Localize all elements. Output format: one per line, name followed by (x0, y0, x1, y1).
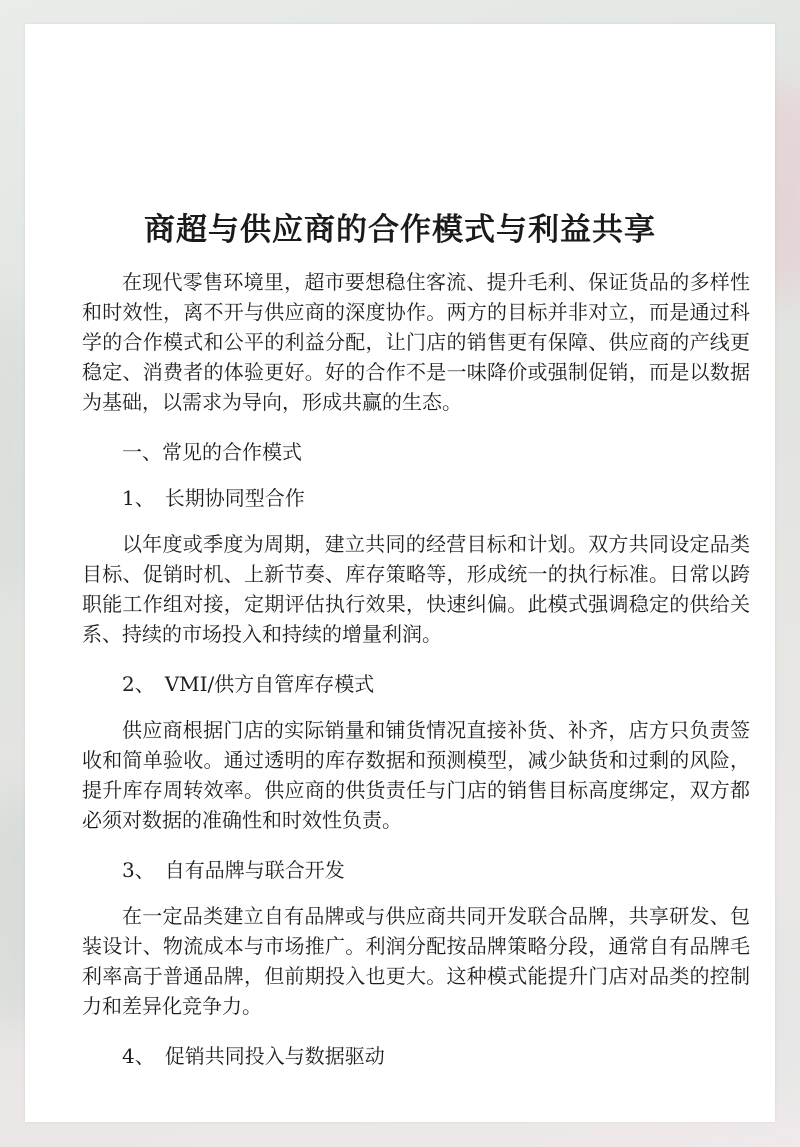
section-heading: 一、常见的合作模式 (122, 440, 302, 464)
item-body-1: 以年度或季度为周期，建立共同的经营目标和计划。双方共同设定品类目标、促销时机、上新节奏、库存策略等，形成统一的执行标准。日常以跨职能工作组对接，定期评估执行效果，快速纠偏。此模式强调稳定的供给关系、持续的市场投入和持续的增量利润。 (82, 532, 750, 646)
item-heading-4: 4、 促销共同投入与数据驱动 (122, 1044, 385, 1068)
item-body-2: 供应商根据门店的实际销量和铺货情况直接补货、补齐，店方只负责签收和简单验收。通过透明的库存数据和预测模型，减少缺货和过剩的风险，提升库存周转效率。供应商的供货责任与门店的销售目标高度绑定，双方都必须对数据的准确性和时效性负责。 (82, 718, 750, 832)
document-page (25, 24, 775, 1122)
item-heading-1: 1、 长期协同型合作 (122, 486, 305, 510)
intro-paragraph: 在现代零售环境里，超市要想稳住客流、提升毛利、保证货品的多样性和时效性，离不开与供应商的深度协作。两方的目标并非对立，而是通过科学的合作模式和公平的利益分配，让门店的销售更有保障、供应商的产线更稳定、消费者的体验更好。好的合作不是一味降价或强制促销，而是以数据为基础，以需求为导向，形成共赢的生态。 (82, 270, 750, 414)
item-heading-3: 3、 自有品牌与联合开发 (122, 858, 345, 882)
item-body-3: 在一定品类建立自有品牌或与供应商共同开发联合品牌，共享研发、包装设计、物流成本与市场推广。利润分配按品牌策略分段，通常自有品牌毛利率高于普通品牌，但前期投入也更大。这种模式能提升门店对品类的控制力和差异化竞争力。 (82, 904, 750, 1018)
document-title: 商超与供应商的合作模式与利益共享 (144, 212, 656, 248)
item-heading-2: 2、 VMI/供方自管库存模式 (122, 672, 375, 696)
document-body (82, 267, 750, 1071)
